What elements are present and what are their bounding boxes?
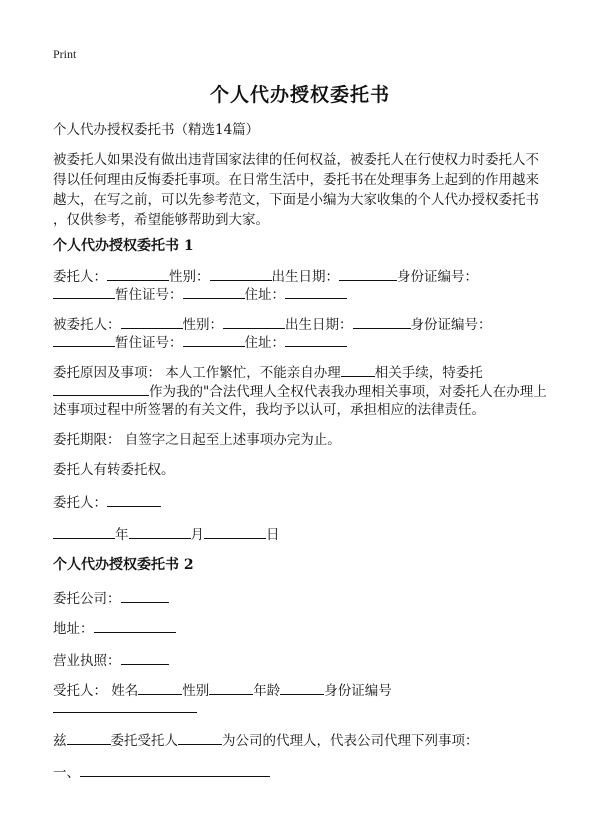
section-heading-1: 个人代办授权委托书 1 <box>53 238 194 254</box>
temp-permit-label: 暂住证号： <box>115 335 183 351</box>
page-title: 个人代办授权委托书 <box>209 84 390 106</box>
agent-label: 被委托人： <box>53 317 121 333</box>
company-blank[interactable] <box>121 588 169 603</box>
item-blank[interactable] <box>80 762 270 777</box>
company-label: 委托公司： <box>53 591 121 607</box>
year-blank[interactable] <box>53 524 115 539</box>
birth-label: 出生日期： <box>271 269 339 285</box>
gender-label: 性别 <box>182 683 210 699</box>
principal-label: 委托人： <box>53 269 107 285</box>
id-blank-line <box>53 698 197 719</box>
agent-row-2 <box>53 332 347 353</box>
year-label: 年 <box>115 527 129 543</box>
birth-label: 出生日期： <box>285 317 353 333</box>
entrust-line <box>53 730 479 751</box>
item-line-1 <box>53 762 270 783</box>
month-label: 月 <box>190 527 204 543</box>
matter-blank[interactable] <box>341 362 375 377</box>
agent-name-blank[interactable] <box>121 314 183 329</box>
gender-label: 性别： <box>169 269 210 285</box>
subtitle: 个人代办授权委托书（精选14篇） <box>53 122 260 138</box>
reason-line-1 <box>53 362 483 383</box>
license-line <box>53 650 169 671</box>
principal-name-blank[interactable] <box>107 266 169 281</box>
agent-name-blank[interactable] <box>178 730 222 745</box>
gender-blank[interactable] <box>210 266 272 281</box>
intro-line: ，仅供参考，希望能够帮助到大家。 <box>53 212 269 228</box>
gender-blank[interactable] <box>209 680 253 695</box>
address-label: 地址： <box>53 621 94 637</box>
age-blank[interactable] <box>280 680 324 695</box>
reason-text: 作为我的"合法代理人全权代表我办理相关事项，对委托人在办理上 <box>149 384 547 400</box>
agent-blank[interactable] <box>53 381 149 396</box>
birth-blank[interactable] <box>353 314 411 329</box>
company-name-blank[interactable] <box>67 730 111 745</box>
intro-line: 越大，在写之前，可以先参考范文，下面是小编为大家收集的个人代办授权委托书 <box>53 192 539 208</box>
reason-text: 相关手续，特委托 <box>374 365 483 381</box>
zi-label: 兹 <box>53 733 67 749</box>
intro-line: 得以任何理由反悔委托事项。在日常生活中，委托书在处理事务上起到的作用越来 <box>53 172 539 188</box>
print-link[interactable]: Print <box>53 47 77 61</box>
intro-paragraph <box>53 150 548 230</box>
id-label: 身份证编号： <box>410 317 492 333</box>
reason-line-3: 述事项过程中所签署的有关文件，我均予以认可，承担相应的法律责任。 <box>53 402 485 418</box>
temp-permit-blank[interactable] <box>183 284 245 299</box>
id-label: 身份证编号： <box>397 269 478 285</box>
address-label: 住址： <box>244 335 285 351</box>
month-blank[interactable] <box>129 524 191 539</box>
license-label: 营业执照： <box>53 653 121 669</box>
reason-text: 委托原因及事项： 本人工作繁忙，不能亲自办理 <box>53 365 341 381</box>
intro-line: 被委托人如果没有做出违背国家法律的任何权益，被委托人在行使权力时委托人不 <box>53 152 539 168</box>
day-label: 日 <box>266 527 280 543</box>
day-blank[interactable] <box>204 524 266 539</box>
birth-blank[interactable] <box>339 266 397 281</box>
address-blank[interactable] <box>285 332 347 347</box>
as-agent-text: 为公司的代理人，代表公司代理下列事项： <box>222 733 479 749</box>
id-blank[interactable] <box>53 698 197 713</box>
principal-row-2 <box>53 284 347 305</box>
address-blank[interactable] <box>285 284 347 299</box>
item-number: 一、 <box>53 765 80 781</box>
transfer-line: 委托人有转委托权。 <box>53 462 175 478</box>
address-blank[interactable] <box>94 618 176 633</box>
address-line <box>53 618 176 639</box>
address-label: 住址： <box>244 287 285 303</box>
company-line <box>53 588 169 609</box>
signature-label: 委托人： <box>53 495 107 511</box>
agent-name-label: 受托人： 姓名 <box>53 683 139 699</box>
temp-permit-blank[interactable] <box>183 332 245 347</box>
entrust-label: 委托受托人 <box>110 733 178 749</box>
name-blank[interactable] <box>138 680 182 695</box>
gender-blank[interactable] <box>223 314 285 329</box>
section-heading-2: 个人代办授权委托书 2 <box>53 557 194 573</box>
signature-line <box>53 492 161 513</box>
temp-permit-label: 暂住证号： <box>115 287 183 303</box>
reason-line-2 <box>53 381 547 402</box>
license-blank[interactable] <box>121 650 169 665</box>
date-line <box>53 524 280 545</box>
age-label: 年龄 <box>253 683 281 699</box>
id-blank[interactable] <box>53 284 115 299</box>
signature-blank[interactable] <box>107 492 161 507</box>
id-label: 身份证编号 <box>324 683 392 699</box>
gender-label: 性别： <box>182 317 223 333</box>
id-blank[interactable] <box>53 332 115 347</box>
term-line: 委托期限： 自签字之日起至上述事项办完为止。 <box>53 432 341 448</box>
